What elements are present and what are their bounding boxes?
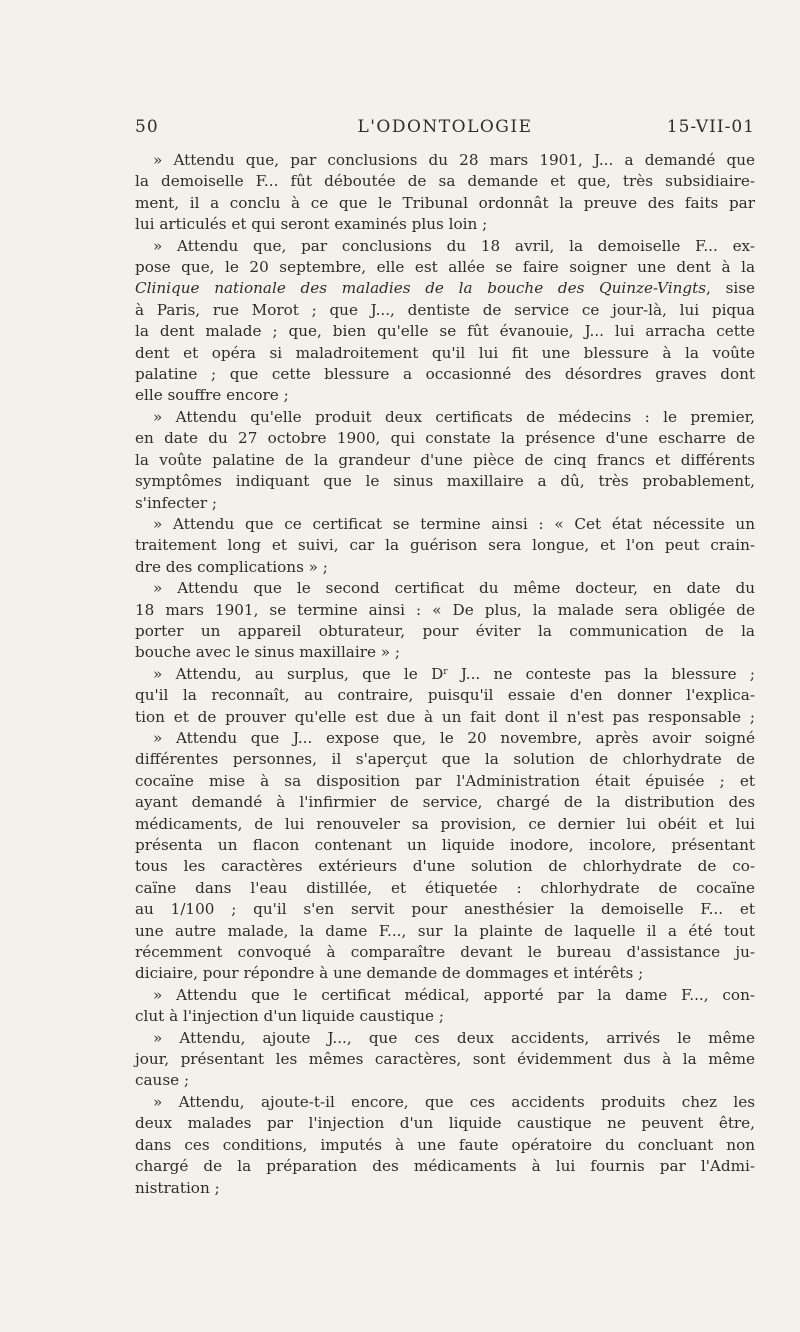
journal-title: L'ODONTOLOGIE xyxy=(357,117,533,137)
text-line: la dent malade ; que, bien qu'elle se fût évanouie, J... lui arracha cette xyxy=(135,322,755,341)
text-line: » Attendu, ajoute-t-il encore, que ces accidents produits chez les xyxy=(153,1092,755,1111)
text-line: cause ; xyxy=(135,1071,190,1090)
text-line: bouche avec le sinus maxillaire » ; xyxy=(135,643,401,662)
text-line: symptômes indiquant que le sinus maxillaire a dû, très probablement, xyxy=(135,472,755,491)
text-line: dans ces conditions, imputés à une faute opératoire du concluant non xyxy=(135,1135,755,1154)
text-line: » Attendu que J... expose que, le 20 novembre, après avoir soigné xyxy=(153,728,755,747)
text-line: en date du 27 octobre 1900, qui constate la présence d'une escharre de xyxy=(135,429,755,448)
text-line: chargé de la préparation des médicaments à lui fournis par l'Admi- xyxy=(135,1157,755,1176)
text-line: à Paris, rue Morot ; que J..., dentiste de service ce jour-là, lui piqua xyxy=(135,300,755,319)
text-line: caïne dans l'eau distillée, et étiquetée : chlorhydrate de cocaïne xyxy=(135,878,755,897)
text-line: elle souffre encore ; xyxy=(135,386,289,405)
text-line: médicaments, de lui renouveler sa provision, ce dernier lui obéit et lui xyxy=(135,814,755,833)
page-number: 50 xyxy=(135,117,159,137)
running-header xyxy=(135,117,755,141)
text-line: porter un appareil obturateur, pour éviter la communication de la xyxy=(135,621,755,640)
text-line: ment, il a conclu à ce que le Tribunal ordonnât la preuve des faits par xyxy=(135,193,755,212)
text-line: différentes personnes, il s'aperçut que la solution de chlorhydrate de xyxy=(135,750,755,769)
text-line: cocaïne mise à sa disposition par l'Administration était épuisée ; et xyxy=(135,771,755,790)
body-text xyxy=(135,150,755,1199)
text-line: » Attendu que ce certificat se termine ainsi : « Cet état nécessite un xyxy=(153,514,755,533)
text-line: pose que, le 20 septembre, elle est allée se faire soigner une dent à la xyxy=(135,258,755,277)
text-line: » Attendu que, par conclusions du 18 avril, la demoiselle F... ex- xyxy=(153,236,755,255)
text-line: Clinique nationale des maladies de la bouche des Quinze-Vingts, sise xyxy=(135,279,756,298)
text-line: » Attendu que le certificat médical, apporté par la dame F..., con- xyxy=(153,985,755,1004)
text-line: » Attendu, au surplus, que le $D^r$ J... ne conteste pas la blessure ; xyxy=(153,664,755,683)
text-line: traitement long et suivi, car la guérison sera longue, et l'on peut crain- xyxy=(135,536,755,555)
text-line: nistration ; xyxy=(135,1178,220,1197)
text-line: deux malades par l'injection d'un liquide caustique ne peuvent être, xyxy=(135,1114,755,1133)
text-line: ayant demandé à l'infirmier de service, chargé de la distribution des xyxy=(135,793,755,812)
text-line: qu'il la reconnaît, au contraire, puisqu'il essaie d'en donner l'explica- xyxy=(135,686,755,705)
text-line: récemment convoqué à comparaître devant le bureau d'assistance ju- xyxy=(135,943,755,962)
text-line: » Attendu que le second certificat du même docteur, en date du xyxy=(153,579,755,598)
text-line: 18 mars 1901, se termine ainsi : « De plus, la malade sera obligée de xyxy=(135,600,755,619)
issue-date: 15-VII-01 xyxy=(666,117,755,137)
text-line: au 1/100 ; qu'il s'en servit pour anesthésier la demoiselle F... et xyxy=(135,900,755,919)
text-line: clut à l'injection d'un liquide caustique ; xyxy=(135,1007,444,1026)
text-line: la voûte palatine de la grandeur d'une pièce de cinq francs et différents xyxy=(135,450,755,469)
text-line: dent et opéra si maladroitement qu'il lui fit une blessure à la voûte xyxy=(135,343,755,362)
text-line: tion et de prouver qu'elle est due à un fait dont il n'est pas responsable ; xyxy=(135,707,755,726)
text-line: diciaire, pour répondre à une demande de dommages et intérêts ; xyxy=(135,964,644,983)
text-line: présenta un flacon contenant un liquide inodore, incolore, présentant xyxy=(135,836,755,854)
text-line: s'infecter ; xyxy=(135,493,218,512)
text-line: une autre malade, la dame F..., sur la plainte de laquelle il a été tout xyxy=(135,921,755,940)
text-line: dre des complications » ; xyxy=(135,557,328,576)
text-line: lui articulés et qui seront examinés plus loin ; xyxy=(135,215,488,234)
text-line: » Attendu qu'elle produit deux certificats de médecins : le premier, xyxy=(153,407,755,426)
text-line: » Attendu, ajoute J..., que ces deux accidents, arrivés le même xyxy=(153,1028,755,1047)
text-line: jour, présentant les mêmes caractères, sont évidemment dus à la même xyxy=(135,1050,755,1069)
text-line: la demoiselle F... fût déboutée de sa demande et que, très subsidiaire- xyxy=(135,172,755,191)
text-line: » Attendu que, par conclusions du 28 mars 1901, J... a demandé que xyxy=(153,151,755,169)
text-line: tous les caractères extérieurs d'une solution de chlorhydrate de co- xyxy=(135,857,755,876)
text-line: palatine ; que cette blessure a occasionné des désordres graves dont xyxy=(135,365,755,384)
